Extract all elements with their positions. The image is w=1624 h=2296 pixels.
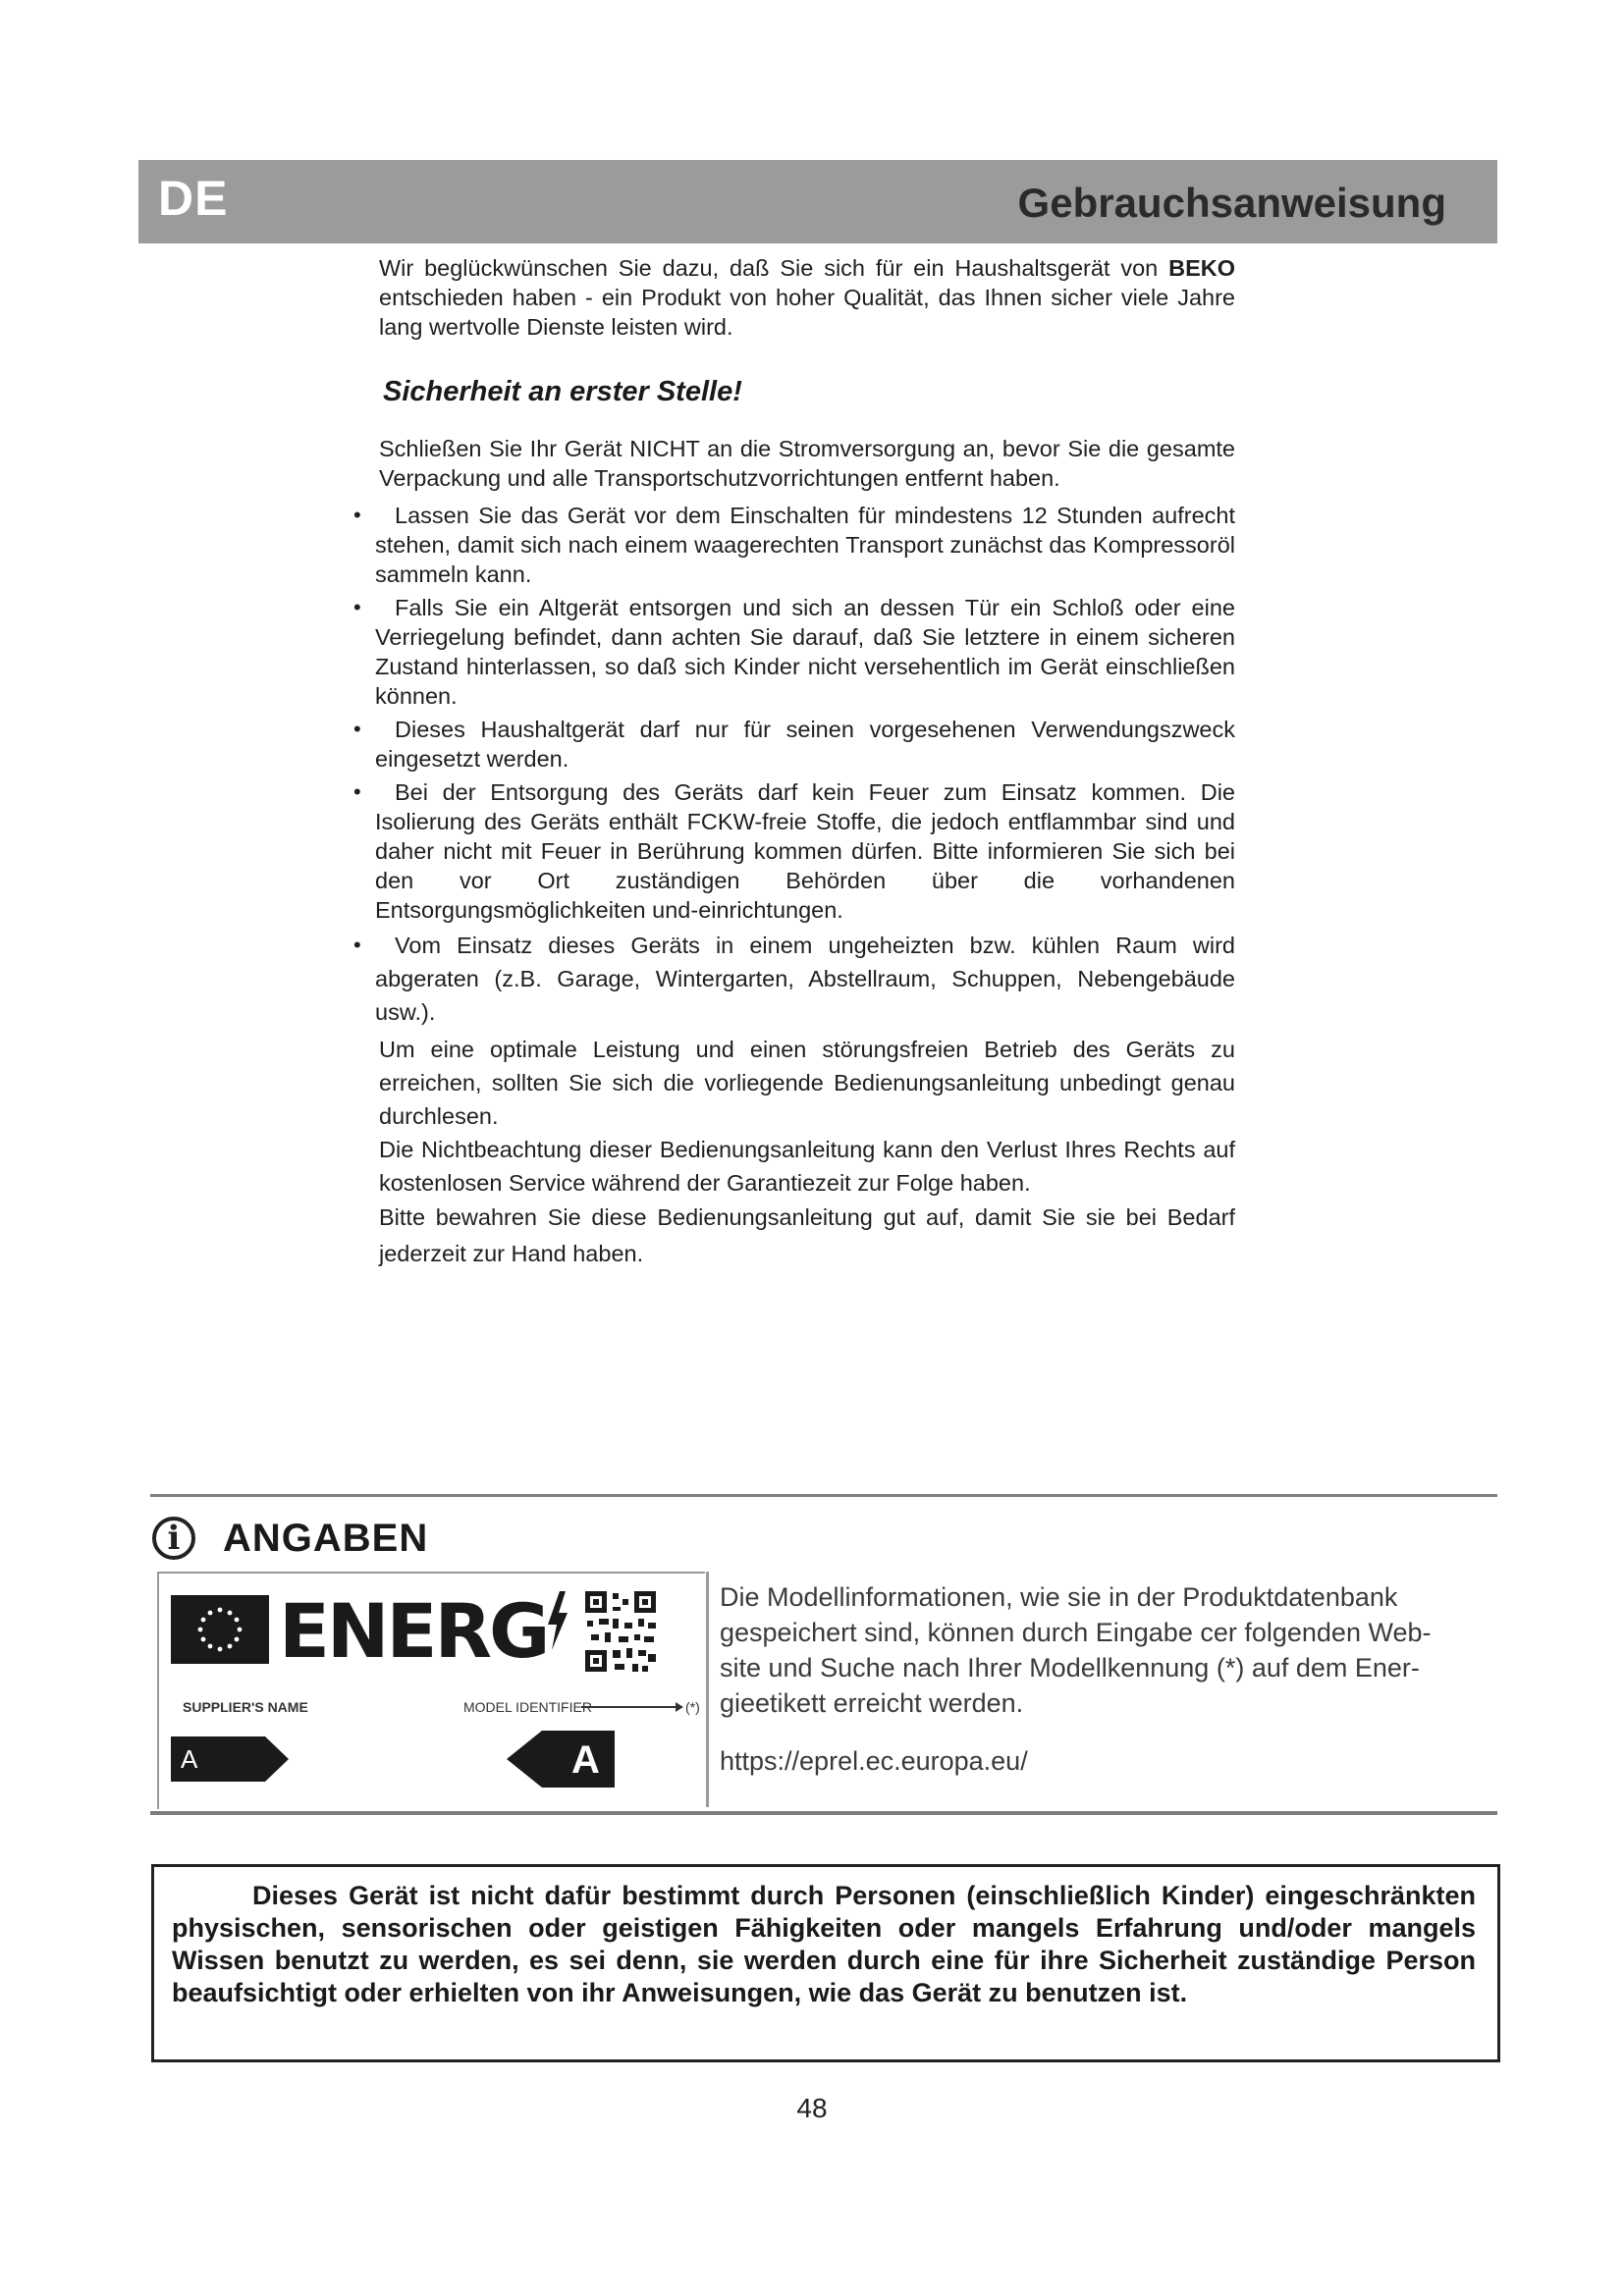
qr-code-icon [583, 1589, 658, 1674]
header-bar [138, 160, 1497, 243]
document-title: Gebrauchsanweisung [1017, 180, 1446, 226]
bullet-icon: • [353, 717, 361, 741]
language-code: DE [158, 171, 229, 226]
bullet-icon: • [353, 595, 361, 619]
vertical-divider [706, 1572, 709, 1807]
list-item: • Dieses Haushaltgerät darf nur für seinen vorgesehenen Verwendungszweck eingesetzt werden. [353, 717, 1235, 772]
intro-text-start: Wir beglückwünschen Sie dazu, daß Sie sich für ein Haushaltsgerät von [379, 255, 1159, 281]
info-title: ANGABEN [223, 1516, 429, 1560]
arrow-right-icon [581, 1699, 683, 1715]
energy-wordmark: ENERG [279, 1587, 548, 1675]
eu-flag-icon [171, 1595, 269, 1664]
safety-warning: Schließen Sie Ihr Gerät NICHT an die Stromversorgung an, bevor Sie die gesamte Verpackung und alle Transportschutzvorrichtungen entfernt haben. [379, 436, 1235, 491]
bullet-icon: • [353, 503, 361, 527]
info-header [152, 1509, 428, 1568]
info-icon: i [152, 1517, 195, 1560]
brand-name: BEKO [1168, 255, 1235, 281]
warning-text: Dieses Gerät ist nicht dafür bestimmt durch Personen (einschließlich Kinder) eingeschränkten physischen, sensorischen oder geistigen Fähigkeiten oder mangels Erfahrung und/oder mangels Wissen benutzt zu werden, es sei denn, sie werden durch eine für ihre Sicherheit zuständige Person beaufsichtigt oder erhielten von ihr Anweisungen, wie das Gerät zu benutzen ist. [172, 1881, 1476, 2007]
efficiency-class-product: A [571, 1738, 600, 1782]
info-box [150, 1494, 1497, 1815]
body-paragraph: Bitte bewahren Sie diese Bedienungsanleitung gut auf, damit Sie sie bei Bedarf jederzeit zur Hand haben. [379, 1204, 1235, 1266]
list-item: • Lassen Sie das Gerät vor dem Einschalten für mindestens 12 Stunden aufrecht stehen, damit sich nach einem waagerechten Transport zunächst das Kompressoröl sammeln kann. [353, 503, 1235, 587]
safety-heading: Sicherheit an erster Stelle! [383, 376, 742, 407]
intro-paragraph [379, 253, 1235, 342]
energy-label [157, 1572, 705, 1809]
safety-list [353, 501, 1235, 1029]
efficiency-class-scale: A [181, 1744, 198, 1774]
supplier-name: SUPPLIER'S NAME [183, 1699, 308, 1715]
footnote-marker: (*) [685, 1699, 700, 1715]
warning-box [151, 1864, 1500, 2062]
bullet-icon: • [353, 779, 361, 804]
body-paragraph: Die Nichtbeachtung dieser Bedienungsanleitung kann den Verlust Ihres Rechts auf kostenlosen Service während der Garantiezeit zur Folge haben. [379, 1137, 1235, 1196]
list-item: • Falls Sie ein Altgerät entsorgen und sich an dessen Tür ein Schloß oder eine Verriegelung befindet, dann achten Sie darauf, daß Sie letztere in einem sicheren Zustand hinterlassen, so daß sich Kinder nicht versehentlich im Gerät einschließen können. [353, 595, 1235, 709]
lightning-bolt-icon [544, 1591, 569, 1650]
main-content [353, 253, 1235, 1272]
bullet-icon: • [353, 933, 361, 957]
eprel-link[interactable]: https://eprel.ec.europa.eu/ [720, 1746, 1028, 1776]
intro-text-end: entschieden haben - ein Produkt von hoher Qualität, das Ihnen sicher viele Jahre lang wertvolle Dienste leisten wird. [379, 285, 1235, 340]
list-item: • Bei der Entsorgung des Geräts darf kein Feuer zum Einsatz kommen. Die Isolierung des Geräts enthält FCKW-freie Stoffe, die jedoch entflammbar sind und daher nicht mit Feuer in Berührung kommen dürfen. Bitte informieren Sie sich bei den vor Ort zuständigen Behörden über die vorhandenen Entsorgungsmöglichkeiten und-einrichtungen. [353, 779, 1235, 923]
info-description: Die Modellinformationen, wie sie in der Produktdatenbank gespeichert sind, können durch Eingabe cer folgenden Web-site und Suche nach Ihrer Modellkennung (*) auf dem Ener-gieetikett erreicht werden. [720, 1582, 1432, 1718]
model-identifier: MODEL IDENTIFIER [463, 1699, 592, 1715]
body-paragraph: Um eine optimale Leistung und einen störungsfreien Betrieb des Geräts zu erreichen, sollten Sie sich die vorliegende Bedienungsanleitung unbedingt genau durchlesen. [379, 1037, 1235, 1129]
list-item: • Vom Einsatz dieses Geräts in einem ungeheizten bzw. kühlen Raum wird abgeraten (z.B. Garage, Wintergarten, Abstellraum, Schuppen, Nebengebäude usw.). [375, 929, 1235, 1029]
page-number: 48 [796, 2093, 828, 2123]
